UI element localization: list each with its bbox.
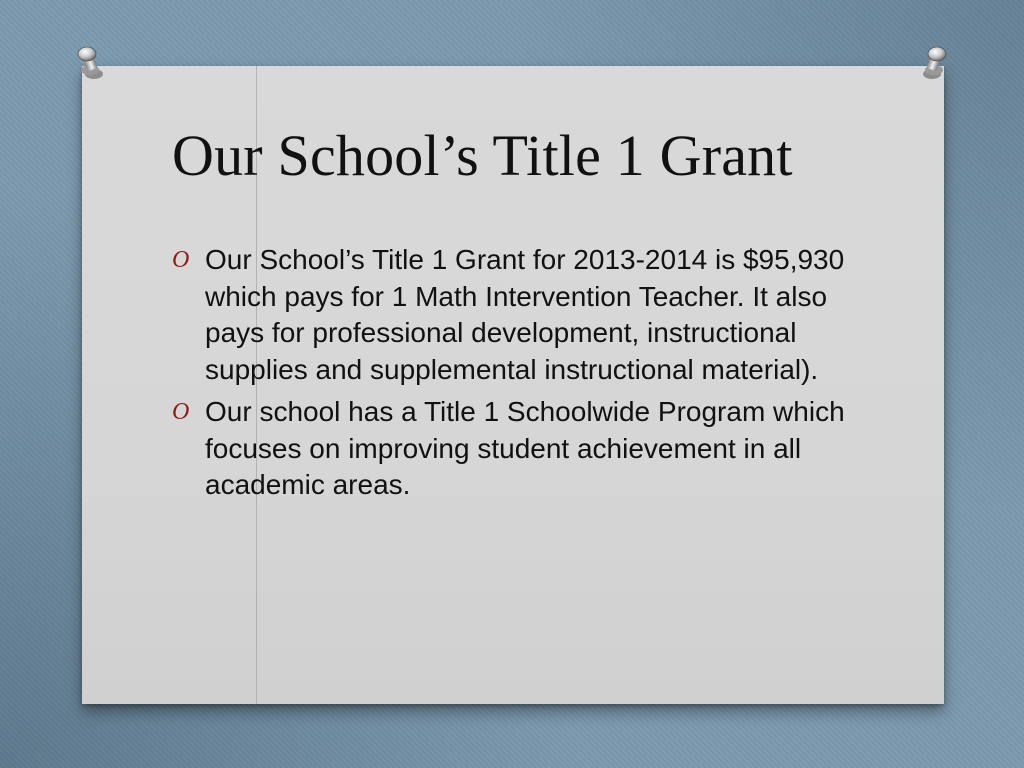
bullet-text: Our School’s Title 1 Grant for 2013-2014 is $95,930 which pays for 1 Math Intervention Teacher. It also pays for professional development, instructional supplies and supplemental instructional material). [205,244,845,385]
pushpin-icon [914,44,954,84]
pushpin-icon [70,44,110,84]
bullet-item [170,242,870,388]
bullet-marker-icon: O [172,399,190,425]
bullet-item [170,394,870,504]
bullet-marker-icon: O [172,247,190,273]
bullet-text: Our school has a Title 1 Schoolwide Program which focuses on improving student achievement in all academic areas. [205,396,845,500]
slide-title: Our School’s Title 1 Grant [172,123,793,188]
slide-board [82,66,944,704]
bullet-list [170,242,870,510]
